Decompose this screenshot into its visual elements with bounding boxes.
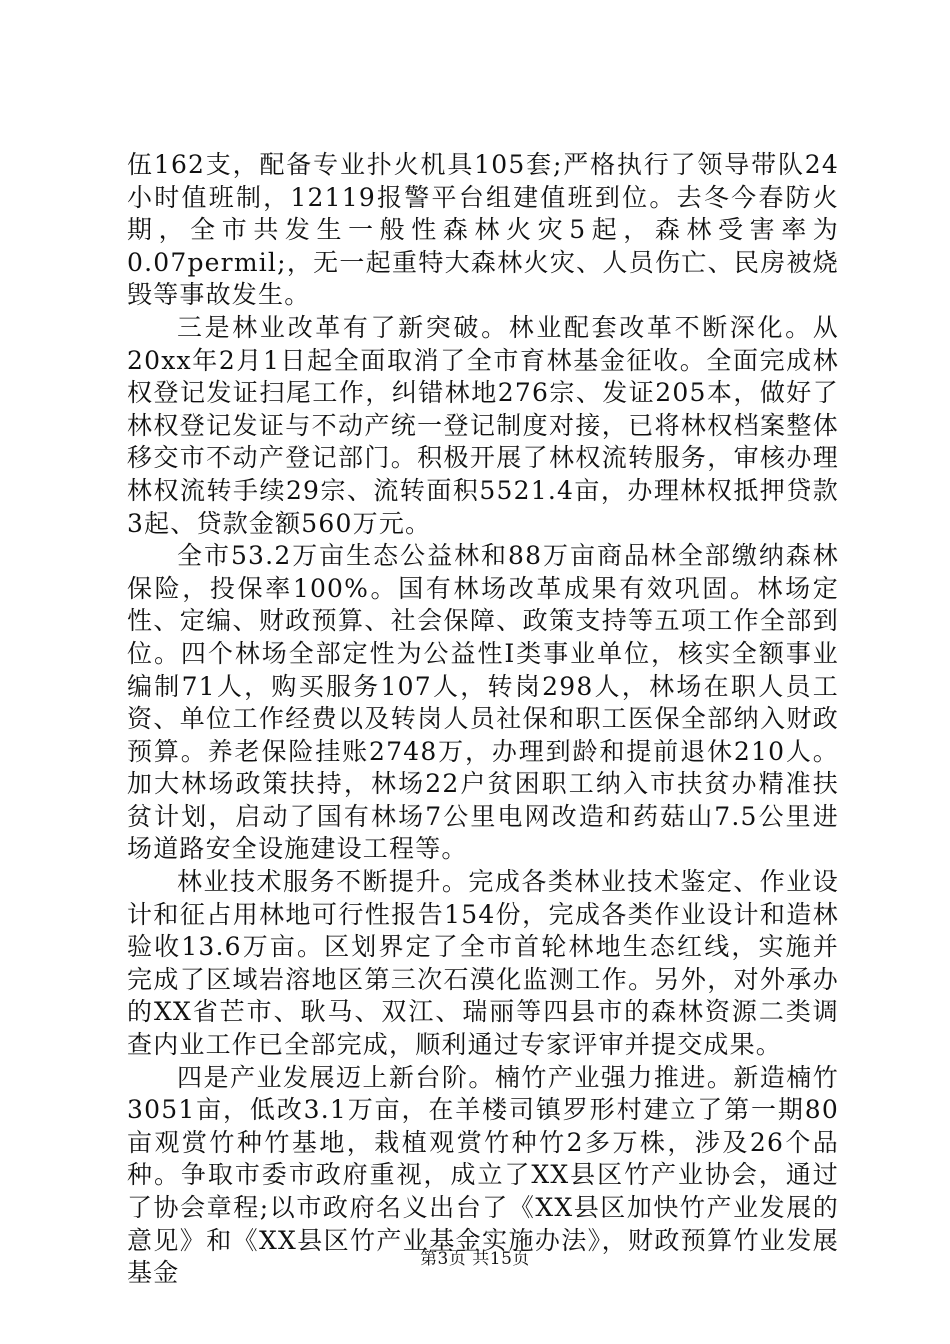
paragraph-fire-prevention: 伍162支，配备专业扑火机具105套;严格执行了领导带队24小时值班制，12119报警平台组建值班到位。去冬今春防火期，全市共发生一般性森林火灾5起，森林受害率为0.07permil;，无一起重特大森林火灾、人员伤亡、民房被烧毁等事故发生。 [127,150,839,310]
paragraph-forest-insurance: 全市53.2万亩生态公益林和88万亩商品林全部缴纳森林保险，投保率100%。国有林场改革成果有效巩固。林场定性、定编、财政预算、社会保障、政策支持等五项工作全部到位。四个林场全部定性为公益性Ⅰ类事业单位，核实全额事业编制71人，购买服务107人，转岗298人，林场在职人员工资、单位工作经费以及转岗人员社保和职工医保全部纳入财政预算。养老保险挂账2748万，办理到龄和提前退休210人。加大林场政策扶持，林场22户贫困职工纳入市扶贫办精准扶贫计划，启动了国有林场7公里电网改造和药菇山7.5公里进场道路安全设施建设工程等。 [127,541,839,864]
paragraph-industry-development: 四是产业发展迈上新台阶。楠竹产业强力推进。新造楠竹3051亩，低改3.1万亩，在羊楼司镇罗形村建立了第一期80亩观赏竹种竹基地，栽植观赏竹种竹2多万株，涉及26个品种。争取市委市政府重视，成立了XX县区竹产业协会，通过了协会章程;以市政府名义出台了《XX县区加快竹产业发展的意见》和《XX县区竹产业基金实施办法》，财政预算竹业发展基金 [127,1062,839,1288]
paragraph-forestry-reform: 三是林业改革有了新突破。林业配套改革不断深化。从20xx年2月1日起全面取消了全市育林基金征收。全面完成林权登记发证扫尾工作，纠错林地276宗、发证205本，做好了林权登记发证与不动产统一登记制度对接，已将林权档案整体移交市不动产登记部门。积极开展了林权流转服务，审核办理林权流转手续29宗、流转面积5521.4亩，办理林权抵押贷款3起、贷款金额560万元。 [127,312,839,538]
page-number-footer: 第3页 共15页 [420,1249,530,1269]
document-body [127,149,839,1290]
paragraph-technical-service: 林业技术服务不断提升。完成各类林业技术鉴定、作业设计和征占用林地可行性报告154份，完成各类作业设计和造林验收13.6万亩。区划界定了全市首轮林地生态红线，实施并完成了区域岩溶地区第三次石漠化监测工作。另外，对外承办的XX省芒市、耿马、双江、瑞丽等四县市的森林资源二类调查内业工作已全部完成，顺利通过专家评审并提交成果。 [127,867,839,1060]
